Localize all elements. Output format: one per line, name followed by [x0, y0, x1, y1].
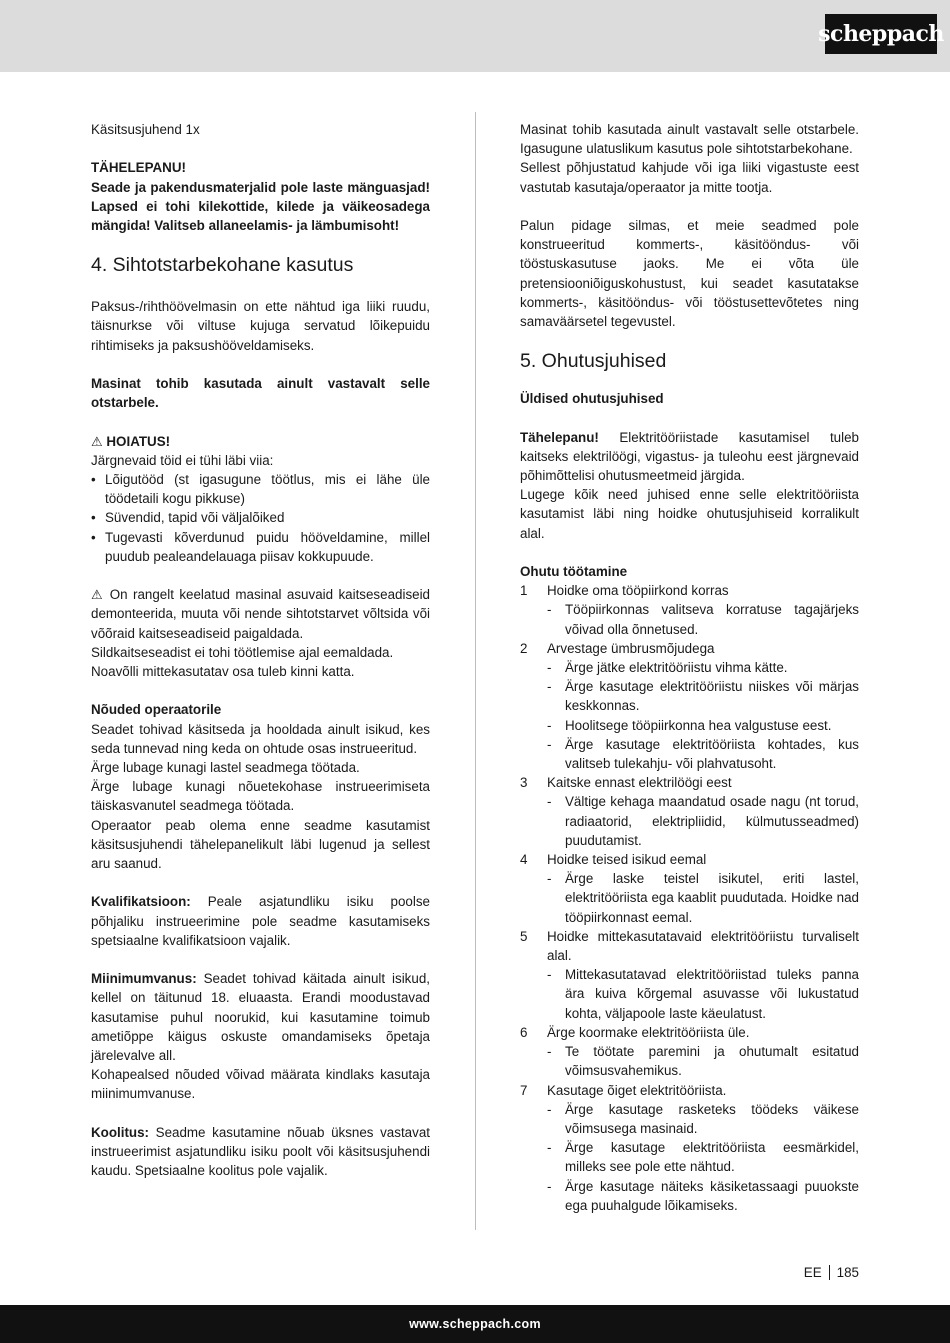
warning-intro: Järgnevaid töid ei tühi läbi viia: [91, 452, 274, 468]
list-item [520, 639, 859, 658]
liability-text: Sellest põhjustatud kahjude või iga liiki vigastuste eest vastutab kasutaja/operaator ja mitte tootja. [520, 160, 859, 195]
sub-item-text: Ärge jätke elektritööriistu vihma kätte. [565, 660, 788, 676]
operator-requirements-heading: Nõuded operaatorile [91, 702, 222, 718]
list-item: • Lõigutööd (st igasugune töötlus, mis ei lähe üle töödetaili kogu pikkuse) [91, 472, 430, 507]
general-safety-heading: Üldised ohutusjuhised [520, 391, 664, 407]
item-number: 4 [520, 852, 528, 868]
page-number [804, 1265, 859, 1280]
commercial-use-text: Palun pidage silmas, et meie seadmed pole konstrueeritud kommerts-, käsitööndus- või tööstuskasutuse jaoks. Me ei võta üle pretensiooniõiguskohustust, kui seadet kasutatakse kommerts-, käsitööndus- või tööstusettevõtetes ning samaväärsetel tegevustel. [520, 218, 859, 330]
item-title: Kaitske ennast elektrilöögi eest [547, 775, 732, 791]
sub-item-text: Vältige kehaga maandatud osade nagu (nt torud, radiaatorid, elektripliidid, külmutusseadmed) puudutamist. [565, 794, 859, 848]
qualification-text: Kvalifikatsioon: Peale asjatundliku isiku poolse põhjaliku instrueerimine pole seadme kasutamiseks spetsiaalne kvalifikatsioon vajalik. [91, 894, 430, 948]
warning-triangle-icon: ⚠ [91, 587, 105, 603]
item-number: 7 [520, 1082, 528, 1098]
sub-list-item: - Hoolitsege tööpiirkonna hea valgustuse eest. [520, 716, 859, 735]
item-title: Hoidke teised isikud eemal [547, 852, 707, 868]
item-title: Hoidke oma tööpiirkond korras [547, 583, 729, 599]
page-number-value: 185 [836, 1265, 859, 1280]
warning-label: HOIATUS! [106, 433, 171, 449]
sub-list-item: - Ärge kasutage rasketeks töödeks väikese võimsusega masinaid. [520, 1100, 859, 1138]
item-title: Kasutage õiget elektritööriista. [547, 1082, 727, 1098]
item-number: 3 [520, 775, 528, 791]
section-4-heading: 4. Sihtotstarbekohane kasutus [91, 254, 354, 277]
section-5-heading: 5. Ohutusjuhised [520, 350, 667, 373]
sub-item-text: Ärge kasutage elektritööriista kohtades, kus valitseb tulekahju- või plahvatusoht. [565, 736, 859, 772]
footer-url[interactable]: www.scheppach.com [409, 1317, 541, 1331]
safety-items-list [520, 581, 859, 1215]
training-text: Koolitus: Seadme kasutamine nõuab üksnes vastavat instrueerimist asjatundliku isiku poolt või käsitsusjuhendi kaudu. Spetsiaalne koolitus pole vajalik. [91, 1124, 430, 1179]
list-item [520, 1023, 859, 1042]
list-item [520, 927, 859, 965]
safe-work-heading: Ohutu töötamine [520, 564, 628, 580]
sub-item-text: Te töötate paremini ja ohutumalt esitatud võimsusvahemikus. [565, 1044, 859, 1079]
warning-heading [91, 432, 430, 451]
sub-item-text: Ärge kasutage näiteks käsiketassaagi puuokste ega puuhalgude lõikamiseks. [565, 1178, 859, 1213]
list-item [520, 581, 859, 600]
sub-list-item: - Ärge kasutage elektritööriista eesmärkidel, milleks see pole ette nähtud. [520, 1138, 859, 1176]
minimum-age-text: Miinimumvanus: Seadet tohivad käitada ainult isikud, kellel on täitunud 18. eluaasta. Erandi moodustavad kasutamise puhul noorukid, kui kasutamine toimub ametiõppe käigus oskuste omandamiseks õpetaja järelevalve all. [91, 971, 430, 1064]
cutter-shaft-text: Noavõlli mittekasutatav osa tuleb kinni katta. [91, 664, 355, 680]
item-number: 1 [520, 583, 528, 599]
sub-item-text: Ärge kasutage elektritööriistu niiskes või märjas keskkonnas. [565, 679, 859, 714]
intended-use-bold: Masinat tohib kasutada ainult vastavalt selle otstarbele. [91, 376, 430, 411]
brand-logo: scheppach [825, 14, 937, 54]
item-title: Arvestage ümbrusmõjudega [547, 640, 715, 656]
bridge-guard-text: Sildkaitseseadist ei tohi töötlemise ajal eemaldada. [91, 644, 394, 660]
attention-text: Tähelepanu! Elektritööriistade kasutamisel tuleb kaitseks elektrilöögi, vigastus- ja tuleohu eest järgnevaid põhimõttelisi ohutusmeetmeid järgida. [520, 429, 859, 484]
header-bar [0, 0, 950, 72]
sub-list-item: - Vältige kehaga maandatud osade nagu (nt torud, radiaatorid, elektripliidid, külmutusseadmed) puudutamist. [520, 792, 859, 850]
item-title: Ärge koormake elektritööriista üle. [547, 1024, 750, 1040]
item-number: 2 [520, 640, 528, 656]
sub-item-text: Mittekasutatavad elektritööriistad tuleks panna ära kuiva kõrgemal asuvasse või lukustatud kohta, väljapoole laste käeulatust. [565, 967, 859, 1021]
right-column [520, 120, 859, 1215]
sub-item-text: Ärge kasutage elektritööriista eesmärkidel, milleks see pole ette nähtud. [565, 1140, 859, 1175]
read-instructions-text: Lugege kõik need juhised enne selle elektritööriista kasutamist läbi ning hoidke ohutusjuhiseid korralikult alal. [520, 487, 859, 541]
sub-list-item: - Te töötate paremini ja ohutumalt esitatud võimsusvahemikus. [520, 1042, 859, 1080]
sub-list-item: - Ärge kasutage elektritööriista kohtades, kus valitseb tulekahju- või plahvatusoht. [520, 735, 859, 773]
attention-body: Seade ja pakendusmaterjalid pole laste mänguasjad! Lapsed ei tohi kilekottide, kilede ja väikeosadega mängida! Valitseb allaneelamis- ja lämbumisoht! [91, 179, 430, 233]
item-number: 5 [520, 928, 528, 944]
sub-list-item: - Ärge kasutage elektritööriistu niiskes või märjas keskkonnas. [520, 677, 859, 715]
item-number: 6 [520, 1024, 528, 1040]
purpose-text: Masinat tohib kasutada ainult vastavalt selle otstarbele. Igasugune ulatuslikum kasutus pole sihtotstarbekohane. [520, 122, 859, 157]
attention-heading: TÄHELEPANU! [91, 160, 186, 176]
intended-use-text: Paksus-/rihthöövelmasin on ette nähtud iga liiki ruudu, täisnurkse või viltuse kujuga servatud lõikepuidu rihtimiseks ja paksushööveldamiseks. [91, 299, 430, 353]
local-requirements-text: Kohapealsed nõuded võivad määrata kindlaks kasutaja miinimumvanuse. [91, 1067, 430, 1102]
operator-req-line: Seadet tohivad käsitseda ja hooldada ainult isikud, kes seda tunnevad ning keda on ohtude osas instrueeritud. [91, 721, 430, 756]
sub-list-item: - Ärge kasutage näiteks käsiketassaagi puuokste ega puuhalgude lõikamiseks. [520, 1177, 859, 1215]
manual-included: Käsitsusjuhend 1x [91, 122, 200, 137]
list-item: • Tugevasti kõverdunud puidu hööveldamine, millel puudub pealeandelauaga piisav kokkupuude. [91, 529, 430, 564]
sub-list-item: - Ärge laske teistel isikutel, eriti lastel, elektritööriista ega kaablit puudutada. Hoidke nad tööpiirkonnast eemal. [520, 869, 859, 927]
column-divider [475, 112, 476, 1230]
sub-list-item: - Tööpiirkonnas valitseva korratuse tagajärjeks võivad olla õnnetused. [520, 600, 859, 638]
list-item [520, 1081, 859, 1100]
sub-item-text: Ärge laske teistel isikutel, eriti lastel, elektritööriista ega kaablit puudutada. Hoidke nad tööpiirkonnast eemal. [565, 871, 859, 925]
sub-item-text: Hoolitsege tööpiirkonna hea valgustuse eest. [565, 717, 832, 733]
list-item: • Süvendid, tapid või väljalõiked [91, 510, 285, 526]
sub-item-text: Tööpiirkonnas valitseva korratuse tagajärjeks võivad olla õnnetused. [565, 602, 859, 637]
left-column [91, 120, 430, 1180]
footer-bar [0, 1305, 950, 1343]
list-item [520, 850, 859, 869]
list-item [520, 773, 859, 792]
forbidden-text: ⚠ On rangelt keelatud masinal asuvaid kaitseseadiseid demonteerida, muuta või nende sihtotstarvet võltsida või võõraid kaitseseadiseid paigaldada. [91, 587, 431, 641]
operator-req-line: Ärge lubage kunagi lastel seadmega töötada. [91, 760, 360, 776]
operator-req-line: Ärge lubage kunagi nõuetekohase instrueerimiseta täiskasvanutel seadmega töötada. [91, 779, 430, 814]
sub-list-item: - Mittekasutatavad elektritööriistad tuleks panna ära kuiva kõrgemal asuvasse või lukustatud kohta, väljapoole laste käeulatust. [520, 965, 859, 1023]
sub-list-item: - Ärge jätke elektritööriistu vihma kätte. [520, 658, 859, 677]
language-code: EE [803, 1265, 822, 1280]
warning-triangle-icon: ⚠ [91, 433, 103, 449]
operator-req-line: Operaator peab olema enne seadme kasutamist käsitsusjuhendi tähelepanelikult läbi lugenud ja sellest aru saanud. [91, 817, 430, 872]
item-title: Hoidke mittekasutatavaid elektritööriistu turvaliselt alal. [547, 928, 859, 964]
sub-item-text: Ärge kasutage rasketeks töödeks väikese võimsusega masinaid. [565, 1101, 859, 1136]
